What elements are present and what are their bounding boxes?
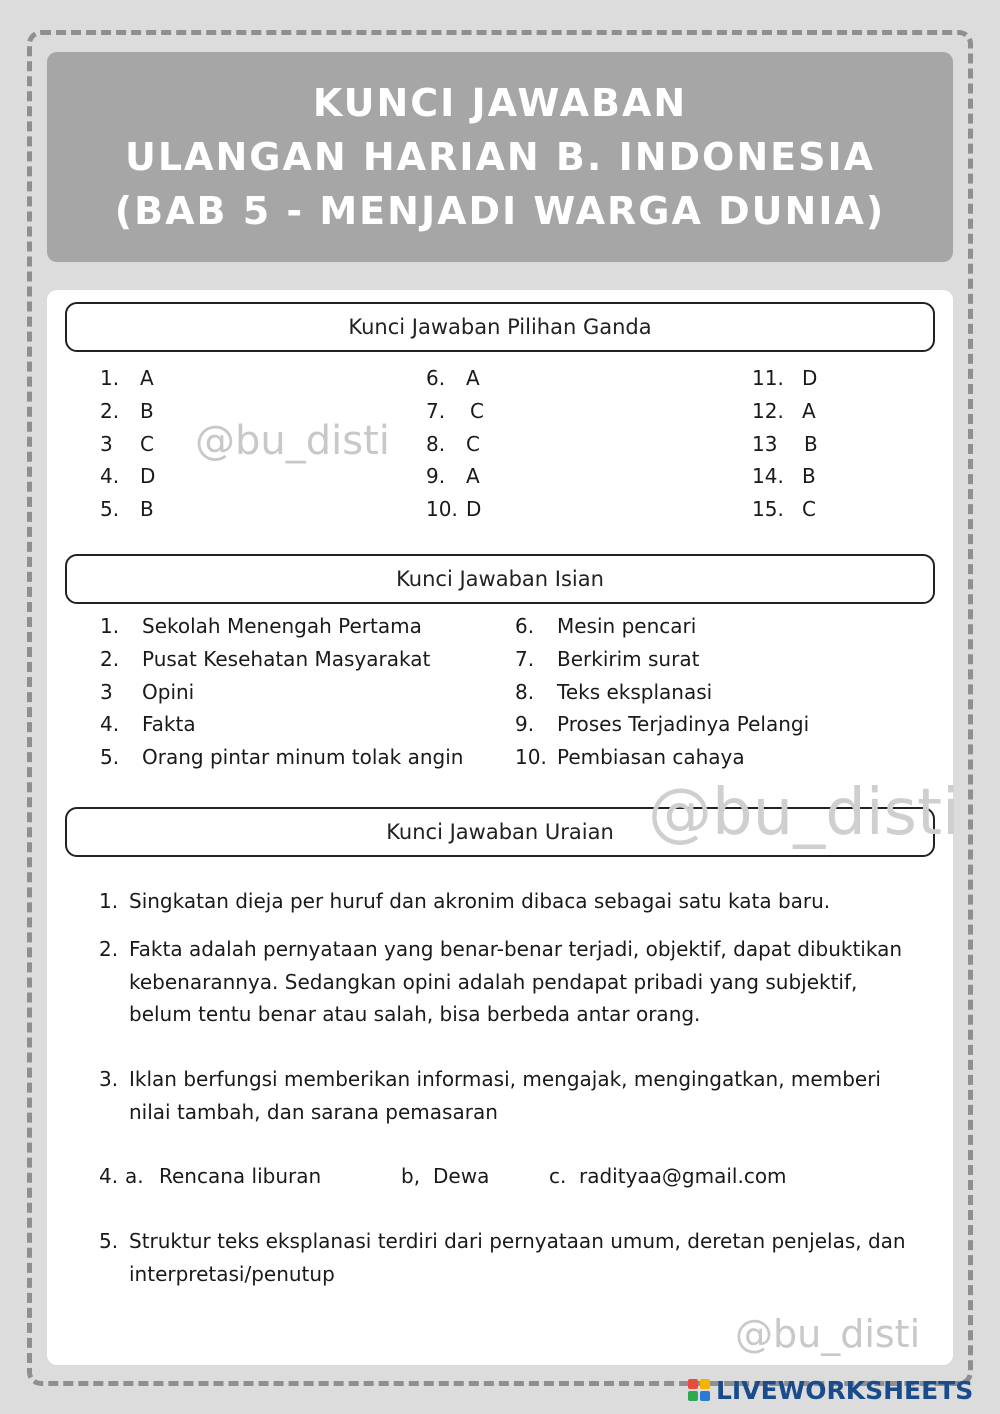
item-answer: C xyxy=(466,431,480,456)
item-answer: C xyxy=(140,431,154,456)
list-item xyxy=(752,427,818,460)
item-number: 10. xyxy=(426,497,458,522)
item-answer: D xyxy=(802,366,818,391)
item-number: 1. xyxy=(99,889,119,913)
list-item xyxy=(100,395,155,428)
list-item xyxy=(426,395,484,428)
item-number: 1. xyxy=(100,366,120,391)
watermark-text: @bu_disti xyxy=(195,418,390,464)
liveworksheets-logo[interactable] xyxy=(688,1375,973,1405)
uraian-item-5 xyxy=(99,1225,909,1290)
item-answer: Sekolah Menengah Pertama xyxy=(142,614,422,639)
list-item xyxy=(100,460,155,493)
sub-label-b: b, xyxy=(401,1164,421,1188)
title-line-1: KUNCI JAWABAN xyxy=(312,81,688,125)
item-number: 2. xyxy=(100,647,120,672)
list-item xyxy=(100,708,463,741)
item-answer: D xyxy=(140,464,156,489)
item-answer: A xyxy=(140,366,154,391)
sub-answer-a: Rencana liburan xyxy=(159,1164,322,1188)
item-answer: A xyxy=(466,464,480,489)
item-answer: C xyxy=(802,497,816,522)
item-number: 4. xyxy=(99,1164,119,1188)
item-number: 5. xyxy=(99,1229,119,1253)
item-number: 10. xyxy=(515,745,547,770)
list-item xyxy=(100,427,155,460)
item-answer: Fakta xyxy=(142,712,196,737)
item-answer: Pusat Kesehatan Masyarakat xyxy=(142,647,431,672)
pilihan-ganda-column-2 xyxy=(426,362,484,525)
item-number: 8. xyxy=(426,431,446,456)
item-answer: A xyxy=(466,366,480,391)
item-number: 2. xyxy=(100,399,120,424)
item-number: 8. xyxy=(515,679,535,704)
item-answer: Pembiasan cahaya xyxy=(557,745,745,770)
item-answer: B xyxy=(140,497,154,522)
item-answer: B xyxy=(804,431,818,456)
title-line-3: (BAB 5 - MENJADI WARGA DUNIA) xyxy=(114,189,886,233)
item-number: 5. xyxy=(100,497,120,522)
item-number: 5. xyxy=(100,745,120,770)
item-answer: B xyxy=(802,464,816,489)
brand-name: LIVEWORKSHEETS xyxy=(716,1375,974,1405)
list-item xyxy=(426,362,484,395)
section-header-pilihan-ganda: Kunci Jawaban Pilihan Ganda xyxy=(65,302,935,352)
uraian-item-1 xyxy=(99,885,909,918)
item-number: 12. xyxy=(752,399,784,424)
list-item xyxy=(752,460,818,493)
item-number: 6. xyxy=(426,366,446,391)
item-number: 11. xyxy=(752,366,784,391)
list-item xyxy=(515,741,809,774)
section-header-isian: Kunci Jawaban Isian xyxy=(65,554,935,604)
uraian-item-4 xyxy=(99,1160,909,1193)
item-number: 15. xyxy=(752,497,784,522)
title-line-2: ULANGAN HARIAN B. INDONESIA xyxy=(124,135,876,179)
item-number: 14. xyxy=(752,464,784,489)
item-number: 9. xyxy=(426,464,446,489)
sub-answer-c: radityaa@gmail.com xyxy=(579,1164,787,1188)
item-number: 4. xyxy=(100,464,120,489)
sub-answer-b: Dewa xyxy=(433,1164,490,1188)
list-item xyxy=(100,741,463,774)
watermark-text: @bu_disti xyxy=(648,776,960,850)
item-answer: Teks eksplanasi xyxy=(557,679,713,704)
item-number: 3 xyxy=(100,679,113,704)
item-number: 9. xyxy=(515,712,535,737)
sub-label-c: c. xyxy=(549,1164,567,1188)
item-number: 4. xyxy=(100,712,120,737)
item-answer: Iklan berfungsi memberikan informasi, mengajak, mengingatkan, memberi nilai tambah, dan sarana pemasaran xyxy=(129,1067,881,1124)
item-answer: B xyxy=(140,399,154,424)
section-header-uraian: Kunci Jawaban Uraian xyxy=(65,807,935,857)
item-answer: Mesin pencari xyxy=(557,614,697,639)
item-number: 13 xyxy=(752,431,778,456)
item-answer: Berkirim surat xyxy=(557,647,700,672)
item-number: 1. xyxy=(100,614,120,639)
list-item xyxy=(515,643,809,676)
watermark-text: @bu_disti xyxy=(735,1312,921,1356)
list-item xyxy=(515,675,809,708)
liveworksheets-mark-icon xyxy=(688,1379,710,1401)
item-answer: Orang pintar minum tolak angin xyxy=(142,745,464,770)
list-item xyxy=(100,493,155,526)
list-item xyxy=(100,643,463,676)
item-number: 7. xyxy=(426,399,446,424)
list-item xyxy=(426,493,484,526)
uraian-item-2 xyxy=(99,933,909,1031)
list-item xyxy=(752,395,818,428)
item-number: 2. xyxy=(99,937,119,961)
item-answer: Opini xyxy=(142,679,195,704)
list-item xyxy=(100,675,463,708)
pilihan-ganda-column-3 xyxy=(752,362,818,525)
list-item xyxy=(100,362,155,395)
item-answer: A xyxy=(802,399,816,424)
list-item xyxy=(515,610,809,643)
item-answer: Fakta adalah pernyataan yang benar-benar terjadi, objektif, dapat dibuktikan kebenarannya. Sedangkan opini adalah pendapat pribadi yang subjektif, belum tentu benar atau salah, bisa berbeda antar orang. xyxy=(129,937,903,1026)
pilihan-ganda-column-1 xyxy=(100,362,155,525)
item-answer: D xyxy=(466,497,482,522)
item-answer: Proses Terjadinya Pelangi xyxy=(557,712,810,737)
isian-column-1 xyxy=(100,610,463,773)
list-item xyxy=(426,460,484,493)
list-item xyxy=(752,493,818,526)
item-answer: Singkatan dieja per huruf dan akronim dibaca sebagai satu kata baru. xyxy=(129,889,831,913)
item-answer: Struktur teks eksplanasi terdiri dari pernyataan umum, deretan penjelas, dan interpretasi/penutup xyxy=(129,1229,906,1286)
title-banner xyxy=(47,52,953,262)
item-number: 7. xyxy=(515,647,535,672)
sub-label-a: a. xyxy=(125,1164,144,1188)
list-item xyxy=(100,610,463,643)
list-item xyxy=(515,708,809,741)
uraian-item-3 xyxy=(99,1063,909,1128)
item-answer: C xyxy=(470,399,484,424)
item-number: 3 xyxy=(100,431,113,456)
isian-column-2 xyxy=(515,610,809,773)
list-item xyxy=(426,427,484,460)
item-number: 3. xyxy=(99,1067,119,1091)
item-number: 6. xyxy=(515,614,535,639)
list-item xyxy=(752,362,818,395)
